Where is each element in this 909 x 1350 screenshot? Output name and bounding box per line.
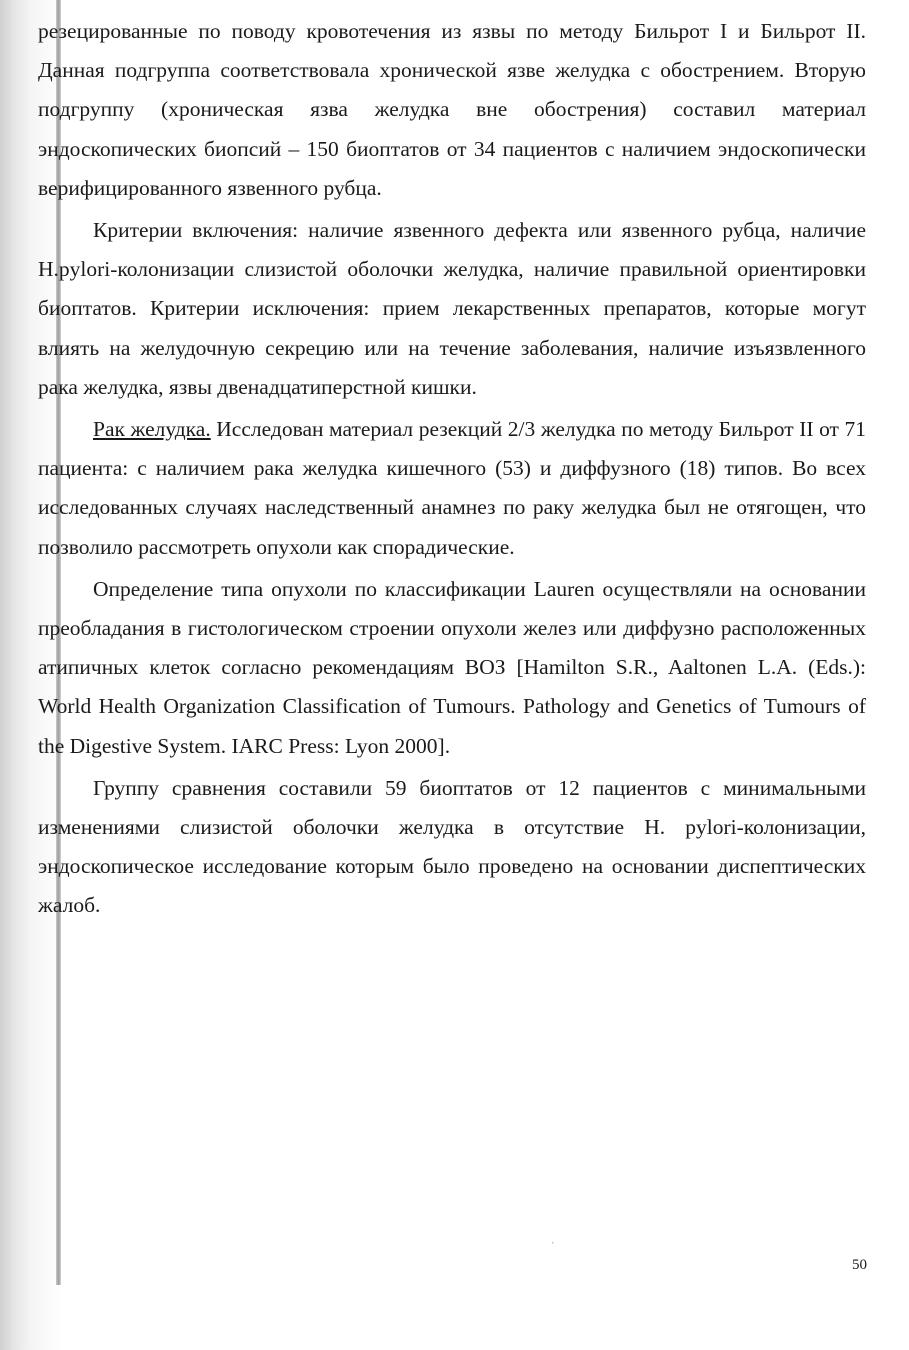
paragraph-5: Группу сравнения составили 59 биоптатов от 12 пациентов с минимальными изменениями слизистой оболочки желудка в отсутствие H. pylori-колонизации, эндоскопическое исследование которым было проведено на основании диспептических жалоб. bbox=[38, 775, 866, 918]
paragraph-2: Критерии включения: наличие язвенного дефекта или язвенного рубца, наличие H.pylori-колонизации слизистой оболочки желудка, наличие правильной ориентировки биоптатов. Критерии исключения: прием лекарственных препаратов, которые могут влиять на желудочную секрецию или на течение заболевания, наличие изъязвленного рака желудка, язвы двенадцатиперстной кишки. bbox=[38, 218, 866, 399]
paragraph-3 bbox=[38, 410, 866, 567]
paragraph-4: Определение типа опухоли по классификации Lauren осуществляли на основании преобладания в гистологическом строении опухоли желез или диффузно расположенных атипичных клеток согласно рекомендациям ВОЗ [Hamilton S.R., Aaltonen L.A. (Eds.): World Health Organization Classification of Tumours. Pathology and Genetics of Tumours of the Digestive System. IARC Press: Lyon 2000]. bbox=[38, 576, 866, 758]
paragraph-1: резецированные по поводу кровотечения из язвы по методу Бильрот I и Бильрот II. Данная подгруппа соответствовала хронической язве желудка с обострением. Вторую подгруппу (хроническая язва желудка вне обострения) составил материал эндоскопических биопсий – 150 биоптатов от 34 пациентов с наличием эндоскопически верифицированного язвенного рубца. bbox=[38, 19, 866, 200]
scan-artifact-mark: ˈ bbox=[551, 1240, 555, 1252]
paragraph-3-text: Исследован материал резекций 2/3 желудка по методу Бильрот II от 71 пациента: с наличием рака желудка кишечного (53) и диффузного (18) типов. Во всех исследованных случаях наследственный анамнез по раку желудка был не отягощен, что позволило рассмотреть опухоли как спорадические. bbox=[38, 417, 866, 559]
section-heading-gastric-cancer: Рак желудка. bbox=[93, 417, 211, 442]
document-body bbox=[38, 12, 866, 929]
page-number: 50 bbox=[852, 1257, 867, 1273]
